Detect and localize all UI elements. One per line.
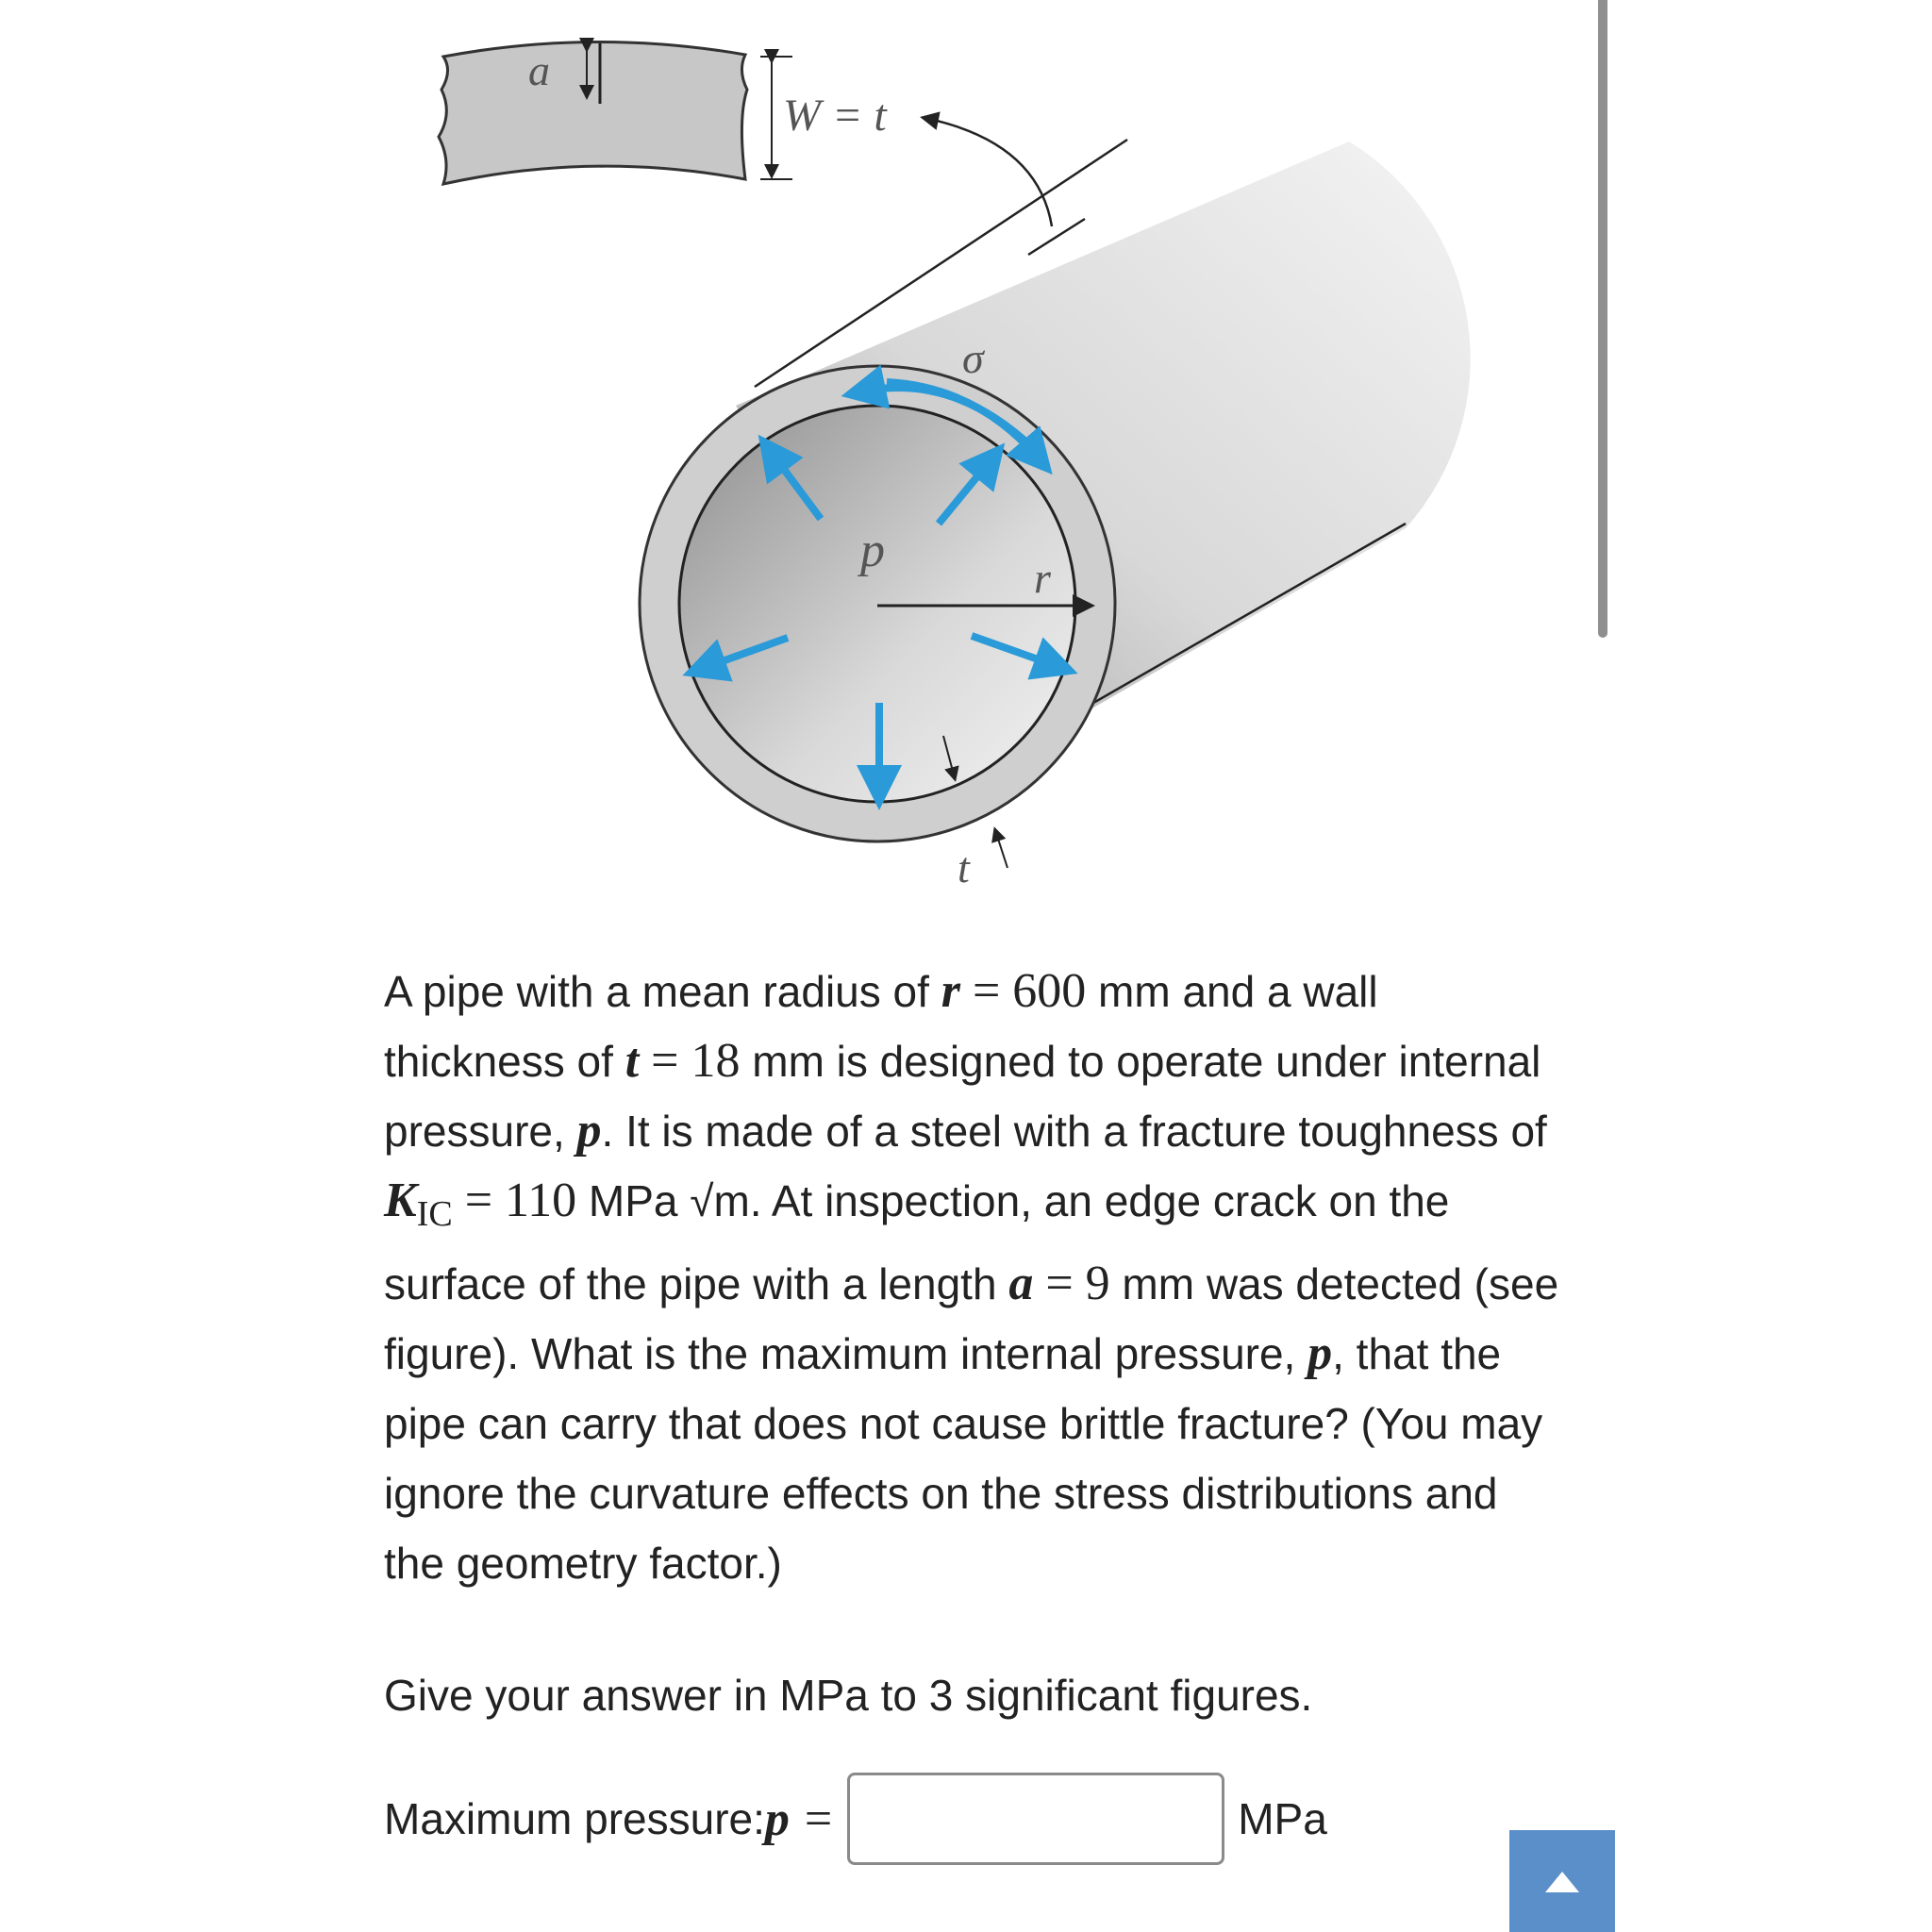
var-r: r xyxy=(941,964,960,1018)
scrollbar-thumb[interactable] xyxy=(1598,0,1607,638)
label-w-eq-t: W = t xyxy=(783,91,887,141)
answer-unit: MPa xyxy=(1238,1794,1327,1843)
value-a: 9 xyxy=(1085,1257,1110,1310)
problem-text: , that the pipe can carry that does not cause brittle fracture? (You may ignore the curvature effects on the stress distributions and the geometry factor.) xyxy=(384,1329,1543,1588)
var-p: p xyxy=(1307,1326,1333,1380)
equals: = xyxy=(959,964,1013,1018)
problem-statement xyxy=(384,957,1563,1598)
label-r: r xyxy=(1034,554,1051,602)
var-k-subscript: IC xyxy=(416,1194,453,1234)
label-a: a xyxy=(528,46,550,94)
scroll-to-top-button[interactable] xyxy=(1509,1830,1615,1932)
var-t: t xyxy=(625,1034,640,1088)
answer-input[interactable] xyxy=(847,1773,1224,1865)
var-p: p xyxy=(576,1104,602,1158)
value-k: 110 xyxy=(505,1174,577,1227)
label-t: t xyxy=(958,843,970,891)
problem-text: MPa √m. At inspection, an edge crack on the surface of the pipe with a length xyxy=(384,1176,1450,1308)
problem-text: mm is designed to operate under internal pressure, xyxy=(384,1037,1541,1156)
equals: = xyxy=(639,1034,691,1088)
pipe-figure xyxy=(0,0,1932,906)
value-t: 18 xyxy=(691,1034,741,1088)
problem-text: A pipe with a mean radius of xyxy=(384,967,941,1016)
answer-instruction: Give your answer in MPa to 3 significant figures. xyxy=(384,1671,1313,1720)
var-a: a xyxy=(1008,1257,1034,1310)
pipe-diagram xyxy=(0,0,1932,906)
value-r: 600 xyxy=(1012,964,1087,1018)
wall-section-inset xyxy=(439,42,1052,226)
triangle-up-icon xyxy=(1540,1866,1585,1896)
answer-label: Maximum pressure: xyxy=(384,1794,765,1843)
pipe-body xyxy=(640,140,1471,841)
problem-text: mm and a wall thickness of xyxy=(384,967,1378,1086)
problem-text: . It is made of a steel with a fracture toughness of xyxy=(601,1107,1547,1156)
answer-var: p xyxy=(764,1791,790,1846)
var-k: K xyxy=(384,1174,417,1227)
equals: = xyxy=(1033,1257,1086,1310)
problem-text: mm was detected (see figure). What is the maximum internal pressure, xyxy=(384,1259,1559,1378)
answer-row xyxy=(384,1770,1327,1868)
label-sigma: σ xyxy=(962,334,984,382)
label-p: p xyxy=(860,524,885,577)
answer-equals: = xyxy=(804,1791,833,1846)
equals: = xyxy=(452,1174,506,1227)
